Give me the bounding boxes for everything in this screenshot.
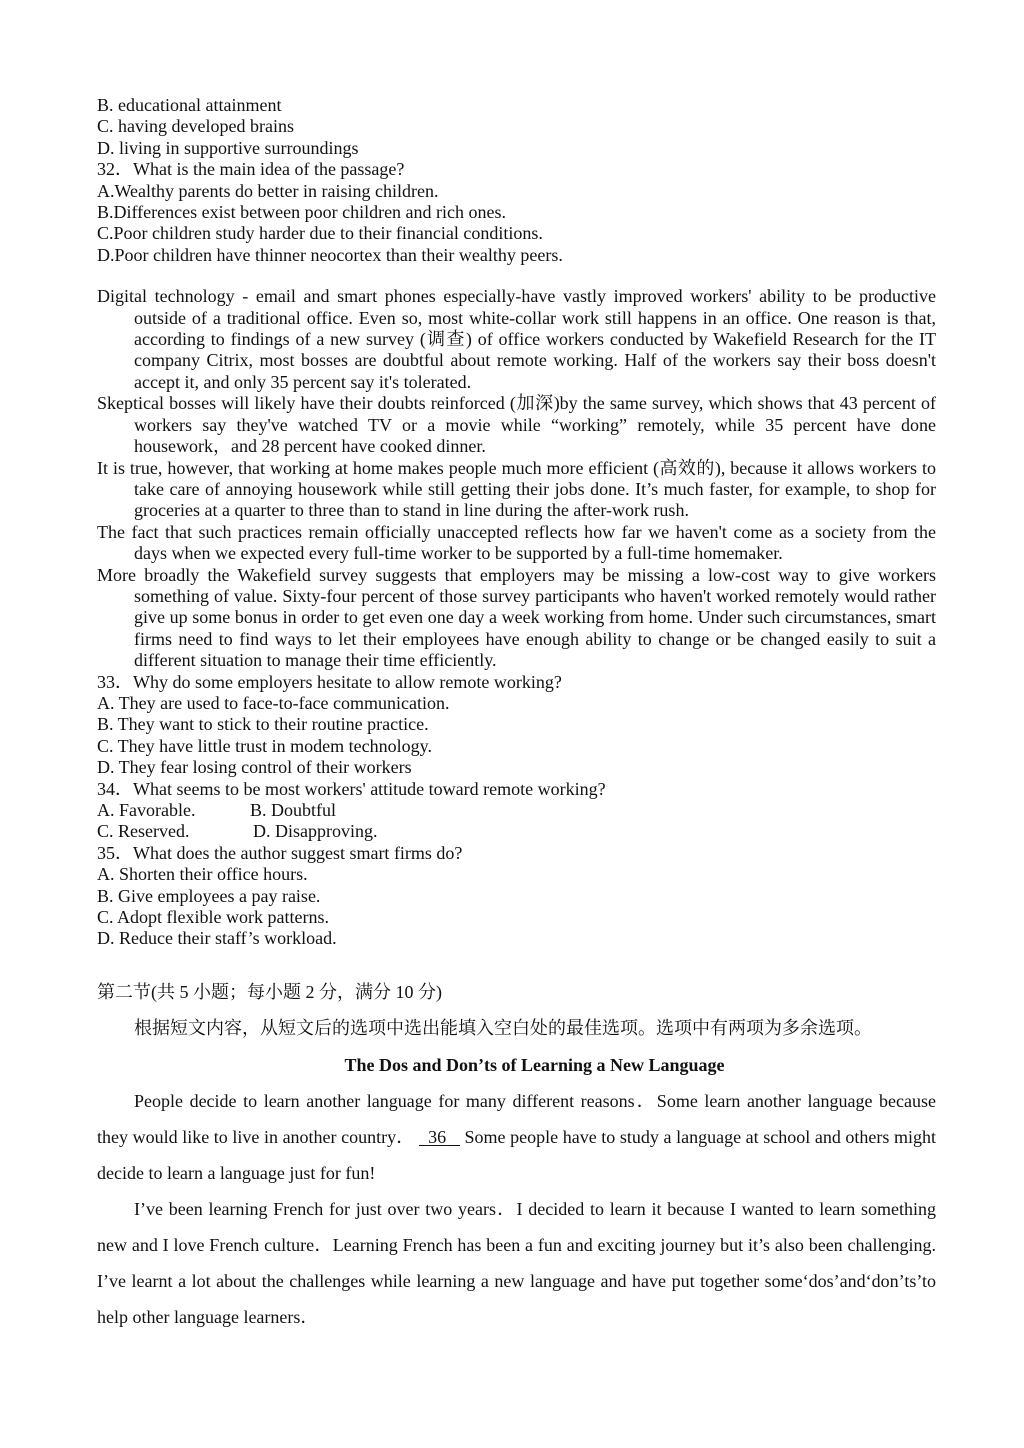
question-35-stem: 35．What does the author suggest smart firms do?: [97, 842, 463, 863]
passage-paragraph-3: It is true, however, that working at home makes people much more efficient (高效的), because it allows workers to take care of annoying housework while still getting their jobs done. It’s much faster, for example, to shop for groceries at a quarter to three than to stand in line during the after-work rush.: [97, 457, 936, 521]
question-34-option-b: B. Doubtful: [250, 800, 337, 820]
passage-paragraph-4: The fact that such practices remain officially unaccepted reflects how far we haven't come as a society from the days when we expected every full-time worker to be supported by a full-time homemaker.: [97, 521, 936, 564]
section-2-paragraph-1: [97, 1083, 936, 1191]
question-33-option-c: C. They have little trust in modem technology.: [97, 735, 432, 756]
blank-36: [419, 1127, 460, 1147]
passage-paragraph-5: More broadly the Wakefield survey suggests that employers may be missing a low-cost way to give workers something of value. Sixty-four percent of those survey participants who haven't worked remotely would rather give up some bonus in order to get even one day a week working from home. Under such circumstances, smart firms need to find ways to let their employees have enough ability to change or be changed easily to suit a different situation to manage their time efficiently.: [97, 564, 936, 671]
question-35-option-d: D. Reduce their staff’s workload.: [97, 928, 337, 949]
section-2-article-title: The Dos and Don’ts of Learning a New Language: [344, 1054, 725, 1075]
section-2-instruction: 根据短文内容，从短文后的选项中选出能填入空白处的最佳选项。选项中有两项为多余选项。: [134, 1017, 872, 1038]
option-c: C. having developed brains: [97, 116, 294, 137]
question-34-options-row-2: [97, 821, 936, 842]
question-34-option-d: D. Disapproving.: [253, 821, 378, 842]
section-2-paragraph-2: I’ve been learning French for just over two years．I decided to learn it because I wanted to learn something new and I love French culture．Learning French has been a fun and exciting journey but it’s also been challenging. I’ve learnt a lot about the challenges while learning a new language and have put together some‘dos’and‘don’ts’to help other language learners．: [97, 1198, 936, 1327]
question-32-option-c: C.Poor children study harder due to their financial conditions.: [97, 223, 543, 244]
question-33-option-b: B. They want to stick to their routine practice.: [97, 714, 429, 735]
question-35-option-a: A. Shorten their office hours.: [97, 864, 308, 885]
question-33-option-a: A. They are used to face-to-face communication.: [97, 692, 450, 713]
option-b: B. educational attainment: [97, 95, 282, 115]
question-32-option-b: B.Differences exist between poor children and rich ones.: [97, 202, 507, 223]
question-32-option-a: A.Wealthy parents do better in raising children.: [97, 180, 439, 201]
section-2-heading: 第二节(共 5 小题；每小题 2 分，满分 10 分): [97, 981, 442, 1002]
paragraph-1-before-blank: People decide to learn another language for many different reasons．Some learn another language because they would like to live in another country．: [97, 1090, 936, 1147]
question-33-option-d: D. They fear losing control of their workers: [97, 757, 412, 778]
question-34-stem: 34．What seems to be most workers' attitude toward remote working?: [97, 778, 606, 799]
paragraph-1-after-blank: Some people have to study a language at school and others might decide to learn a language just for fun!: [97, 1126, 937, 1183]
question-35-option-b: B. Give employees a pay raise.: [97, 885, 321, 906]
page-content: [97, 95, 936, 1335]
passage-paragraph-1: Digital technology - email and smart phones especially-have vastly improved workers' ability to be productive outside of a traditional office. Even so, most white-collar work still happens in an office. One reason is that, according to findings of a new survey (调查) of office workers conducted by Wakefield Research for the IT company Citrix, most bosses are doubtful about remote working. Half of the workers say their boss doesn't accept it, and only 35 percent say it's tolerated.: [97, 286, 936, 392]
question-35-option-c: C. Adopt flexible work patterns.: [97, 907, 329, 928]
question-34-option-a: A. Favorable.: [97, 800, 196, 820]
question-32-stem: 32．What is the main idea of the passage?: [97, 159, 405, 180]
option-d: D. living in supportive surroundings: [97, 137, 359, 158]
passage-paragraph-2: Skeptical bosses will likely have their doubts reinforced (加深)by the same survey, which shows that 43 percent of workers say they've watched TV or a movie while “working” remotely, while 35 percent have done housework，and 28 percent have cooked dinner.: [97, 393, 936, 457]
reading-passage: [97, 286, 936, 671]
question-32-option-d: D.Poor children have thinner neocortex than their wealthy peers.: [97, 244, 563, 265]
question-33-stem: 33．Why do some employers hesitate to allow remote working?: [97, 671, 562, 692]
question-34-option-c: C. Reserved.: [97, 821, 190, 842]
blank-number: 36: [428, 1126, 447, 1147]
question-34-options-row-1: [97, 800, 936, 821]
